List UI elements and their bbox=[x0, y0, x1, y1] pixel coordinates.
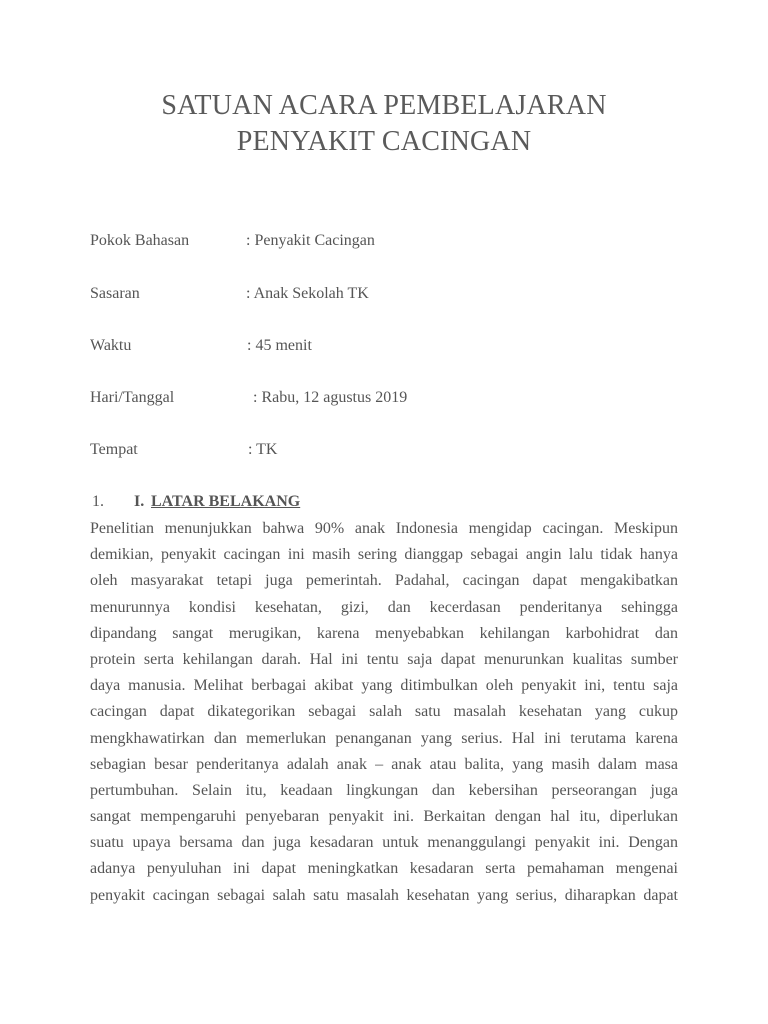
paragraph-line: oleh masyarakat tetapi juga pemerintah. Padahal, cacingan dapat mengakibatkan bbox=[90, 572, 678, 590]
latar-belakang-paragraph bbox=[90, 516, 678, 909]
field-label: Sasaran bbox=[90, 285, 140, 302]
paragraph-line: protein serta kehilangan darah. Hal ini tentu saja dapat menurunkan kualitas sumber bbox=[90, 650, 678, 668]
field-value: : TK bbox=[248, 441, 278, 458]
paragraph-line: pertumbuhan. Selain itu, keadaan lingkungan dan kebersihan perseorangan juga bbox=[90, 781, 678, 799]
paragraph-line: daya manusia. Melihat berbagai akibat yang ditimbulkan oleh penyakit ini, tentu saja bbox=[90, 677, 678, 695]
paragraph-line: suatu upaya bersama dan juga kesadaran untuk menanggulangi penyakit ini. Dengan bbox=[90, 834, 678, 852]
paragraph-line: cacingan dapat dikategorikan sebagai salah satu masalah kesehatan yang cukup bbox=[90, 703, 678, 721]
section-number: 1. bbox=[92, 493, 104, 510]
paragraph-line: sebagian besar penderitanya adalah anak – anak atau balita, yang masih dalam masa bbox=[90, 755, 678, 773]
paragraph-line: menurunnya kondisi kesehatan, gizi, dan kecerdasan penderitanya sehingga bbox=[90, 598, 678, 616]
paragraph-line: Penelitian menunjukkan bahwa 90% anak Indonesia mengidap cacingan. Meskipun bbox=[90, 520, 678, 537]
title-line-2: PENYAKIT CACINGAN bbox=[236, 126, 532, 157]
paragraph-line: sangat mempengaruhi penyebaran penyakit ini. Berkaitan dengan hal itu, diperlukan bbox=[90, 808, 678, 826]
field-value: : Penyakit Cacingan bbox=[246, 232, 375, 249]
paragraph-line: demikian, penyakit cacingan ini masih sering dianggap sebagai angin lalu tidak hanya bbox=[90, 546, 678, 564]
field-value: : Anak Sekolah TK bbox=[246, 285, 369, 302]
field-label: Pokok Bahasan bbox=[90, 232, 190, 249]
paragraph-line: adanya penyuluhan ini dapat meningkatkan kesadaran serta pemahaman mengenai bbox=[90, 860, 678, 878]
field-value: : 45 menit bbox=[247, 337, 312, 354]
field-value: : Rabu, 12 agustus 2019 bbox=[253, 389, 408, 406]
paragraph-line: mengkhawatirkan dan memerlukan penanganan yang serius. Hal ini terutama karena bbox=[90, 729, 678, 747]
paragraph-line: dipandang sangat merugikan, karena menyebabkan kehilangan karbohidrat dan bbox=[90, 624, 678, 642]
paragraph-line: penyakit cacingan sebagai salah satu masalah kesehatan yang serius, diharapkan dapat bbox=[90, 886, 678, 904]
section-roman-numeral: I. bbox=[134, 493, 145, 510]
field-label: Hari/Tanggal bbox=[90, 389, 175, 406]
document-title bbox=[0, 88, 768, 160]
section-heading-text: LATAR BELAKANG bbox=[151, 493, 301, 510]
field-label: Waktu bbox=[90, 337, 132, 354]
title-line-1: SATUAN ACARA PEMBELAJARAN bbox=[161, 90, 607, 121]
field-label: Tempat bbox=[90, 441, 138, 458]
